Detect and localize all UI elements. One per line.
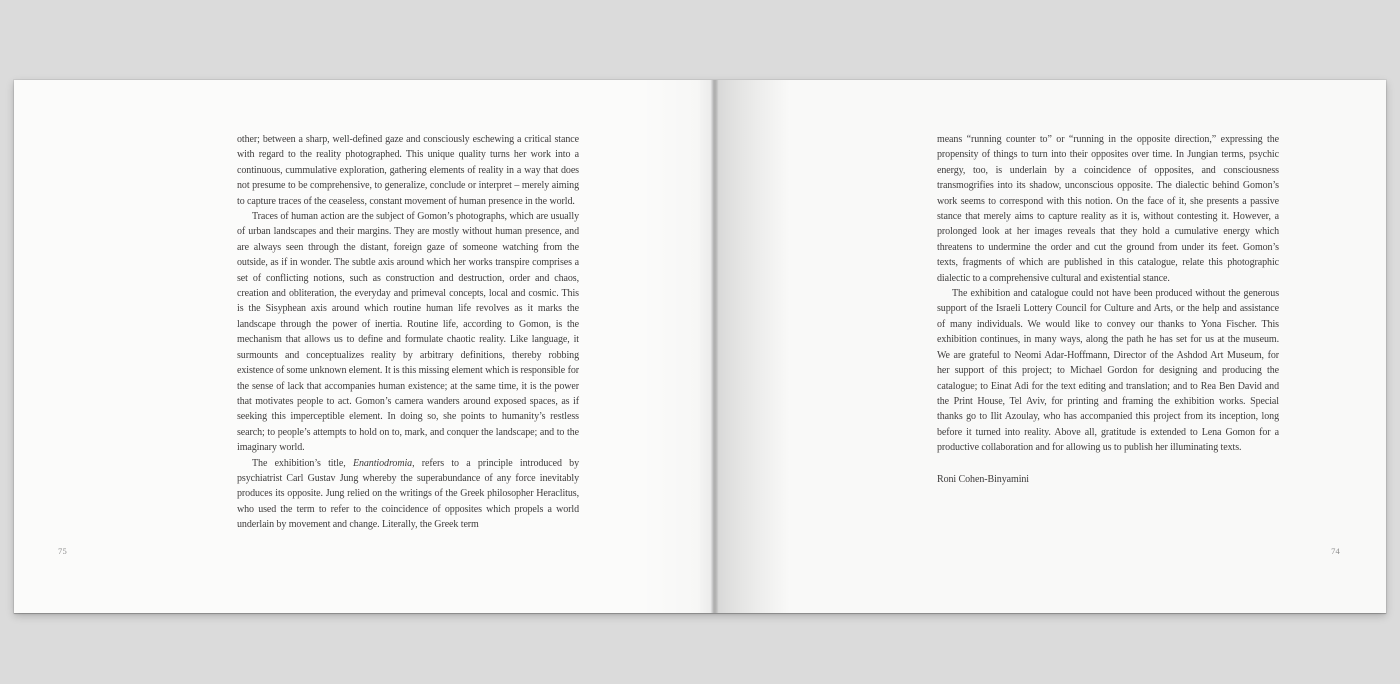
essay-paragraph bbox=[237, 132, 579, 209]
essay-text-right bbox=[937, 132, 1279, 487]
essay-text-left bbox=[237, 132, 579, 533]
book-page-left bbox=[14, 80, 700, 613]
paragraph-text: Traces of human action are the subject of Gomon’s photographs, which are usually of urban landscapes and their margins. They are mostly without human presence, and are always seen through the distant, foreign gaze of someone watching from the outside, as if in wonder. The subtle axis around which her works transpire comprises a set of conflicting notions, such as construction and destruction, order and chaos, creation and obliteration, the everyday and primeval concepts, local and cosmic. This is the Sisyphean axis around which routine human life revolves as it marks the landscape through the power of inertia. Routine life, according to Gomon, is the mechanism that allows us to define and formulate chaotic reality. Like language, it surmounts and conceptualizes reality by arbitrary definitions, thereby robbing existence of some unknown element. It is this missing element which is responsible for the sense of lack that accompanies human existence; at the same time, it is the power that motivates people to act. Gomon’s camera wanders around exposed spaces, as if seeking this imperceptible element. In doing so, she points to humanity’s restless search; to people’s attempts to hold on to, mark, and conquer the landscape; and to the imaginary world. bbox=[237, 211, 579, 454]
author-signature: Roni Cohen-Binyamini bbox=[937, 473, 1030, 485]
italic-title-text: Enantiodromia bbox=[352, 457, 413, 469]
essay-paragraph bbox=[937, 286, 1279, 455]
paragraph-text: , refers to a principle introduced by psychiatrist Carl Gustav Jung whereby the superabundance of any force inevitably produces its opposite. Jung relied on the writings of the Greek philosopher Heraclitus, who used the term to refer to the coincidence of opposites which propels a world underlain by movement and change. Literally, the Greek term bbox=[237, 457, 579, 531]
paragraph-text: means “running counter to” or “running in the opposite direction,” expressing the propensity of things to turn into their opposites over time. In Jungian terms, psychic energy, too, is underlain by a coincidence of opposites, and consciousness transmogrifies into its shadow, unconscious opposite. The dialectic behind Gomon’s work seems to correspond with this notion. On the face of it, she presents a passive stance that merely aims to capture reality as it is, without contesting it. However, a prolonged look at her images reveals that they hold a cumulative energy which threatens to undermine the order and cut the ground from under its feet. Gomon’s texts, fragments of which are published in this catalogue, relate this photographic dialectic to a comprehensive cultural and existential stance. bbox=[937, 134, 1279, 284]
page-number-right: 74 bbox=[1331, 546, 1340, 556]
essay-paragraph bbox=[237, 209, 579, 456]
essay-paragraph bbox=[237, 456, 579, 533]
book-spread bbox=[14, 80, 1386, 613]
paragraph-text: The exhibition’s title, bbox=[252, 457, 353, 469]
book-page-right bbox=[700, 80, 1386, 613]
paragraph-text: The exhibition and catalogue could not have been produced without the generous support of the Israeli Lottery Council for Culture and Arts, or the help and assistance of many individuals. We would like to convey our thanks to Yona Fischer. This exhibition continues, in many ways, along the path he has set for us at the museum. We are grateful to Neomi Adar-Hoffmann, Director of the Ashdod Art Museum, for her support of this project; to Michael Gordon for designing and producing the catalogue; to Einat Adi for the text editing and translation; and to Rea Ben David and the Print House, Tel Aviv, for printing and framing the exhibition works. Special thanks go to Ilit Azoulay, who has accompanied this project from its inception, long before it turned into reality. Above all, gratitude is extended to Lena Gomon for a productive collaboration and for allowing us to publish her illuminating texts. bbox=[937, 288, 1279, 454]
essay-paragraph bbox=[937, 132, 1279, 286]
paragraph-text: other; between a sharp, well-defined gaze and consciously eschewing a critical stance with regard to the reality photographed. This unique quality turns her work into a continuous, cummulative exploration, gathering elements of reality in a way that does not presume to be comprehensive, to generalize, conclude or interpret – merely aiming to capture traces of the ceaseless, constant movement of human presence in the world. bbox=[237, 134, 579, 207]
page-number-left: 75 bbox=[58, 546, 67, 556]
